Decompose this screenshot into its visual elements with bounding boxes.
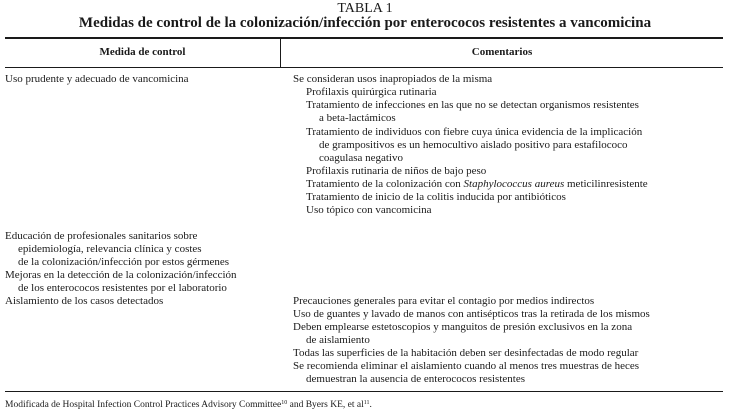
measure-cell-text: Mejoras en la detección de la colonización/infección — [5, 269, 237, 281]
footnote-text: and Byers KE, et al — [287, 400, 364, 410]
comment-item-continuation: coagulasa negativo — [319, 152, 403, 164]
comment-item-with-italic — [293, 178, 648, 191]
comment-text: meticilinresistente — [564, 178, 648, 190]
comment-item: Tratamiento de inicio de la colitis inducida por antibióticos — [306, 191, 566, 203]
footnote-reference: 10 — [281, 400, 288, 406]
measure-cell-text: Uso prudente y adecuado de vancomicina — [5, 73, 189, 85]
comment-item: Precauciones generales para evitar el contagio por medios indirectos — [293, 295, 595, 307]
comment-item: Uso tópico con vancomicina — [306, 204, 432, 216]
measure-cell-continuation: de la colonización/infección por estos gérmenes — [18, 256, 230, 268]
table-footnote — [5, 398, 372, 411]
comment-item-continuation: demuestran la ausencia de enterococos resistentes — [306, 373, 525, 385]
table-top-rule — [5, 37, 723, 39]
comment-item: Tratamiento de individuos con fiebre cuya única evidencia de la implicación — [306, 126, 643, 138]
comment-item: Deben emplearse estetoscopios y manguitos de presión exclusivos en la zona — [293, 321, 633, 333]
comment-item: Profilaxis quirúrgica rutinaria — [306, 86, 437, 98]
measure-cell-continuation: de los enterococos resistentes por el laboratorio — [18, 282, 227, 294]
comment-item-continuation: a beta-lactámicos — [319, 112, 396, 124]
measure-cell-text: Aislamiento de los casos detectados — [5, 295, 164, 307]
footnote-reference: 11 — [363, 400, 370, 406]
comment-item: Uso de guantes y lavado de manos con antisépticos tras la retirada de los mismos — [293, 308, 650, 320]
comment-text: Tratamiento de la colonización con — [306, 178, 464, 190]
species-name: Staphylococcus aureus — [463, 178, 565, 190]
table-title: Medidas de control de la colonización/infección por enterococos resistentes a vancomicina — [78, 15, 652, 31]
comment-intro: Se consideran usos inapropiados de la misma — [293, 73, 493, 85]
comment-item: Se recomienda eliminar el aislamiento cuando al menos tres muestras de heces — [293, 360, 640, 372]
comment-item: Tratamiento de infecciones en las que no se detectan organismos resistentes — [306, 99, 639, 111]
comment-item: Todas las superficies de la habitación deben ser desinfectadas de modo regular — [293, 347, 639, 359]
header-bottom-rule — [5, 67, 723, 68]
table-bottom-rule — [5, 391, 723, 392]
measure-cell-continuation: epidemiología, relevancia clínica y costes — [18, 243, 202, 255]
comment-item-continuation: de grampositivos es un hemocultivo aislado positivo para estafilococo — [319, 139, 628, 151]
footnote-text: Modificada de Hospital Infection Control Practices Advisory Committee — [5, 400, 282, 410]
header-comments: Comentarios — [471, 46, 533, 58]
table-number: TABLA 1 — [337, 1, 393, 16]
comment-item-continuation: de aislamiento — [306, 334, 370, 346]
header-measure: Medida de control — [99, 46, 186, 58]
comment-item: Profilaxis rutinaria de niños de bajo peso — [306, 165, 487, 177]
measure-cell-text: Educación de profesionales sanitarios sobre — [5, 230, 198, 242]
footnote-text: . — [369, 400, 372, 410]
